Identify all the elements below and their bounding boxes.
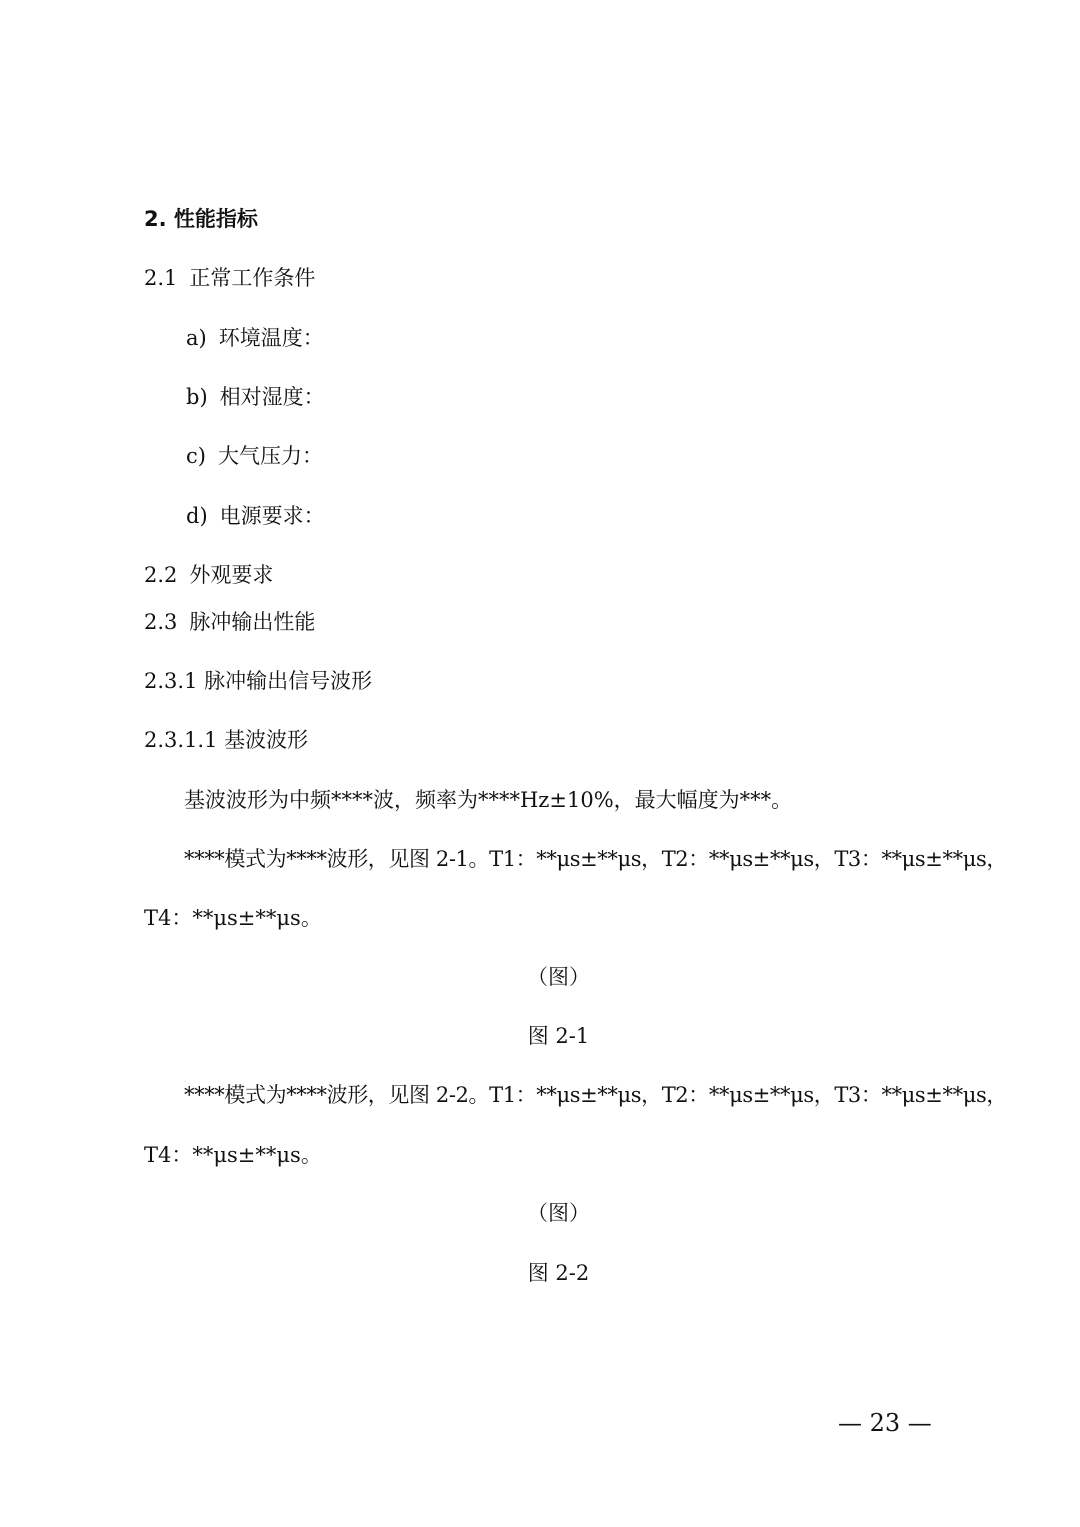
paragraph-mode-2-line-1: ****模式为****波形，见图 2-2。T1：**μs±**μs，T2：**μs±**μs，T3：**μs±**μs， bbox=[184, 1083, 1007, 1107]
list-marker: a) bbox=[186, 326, 207, 350]
paragraph-mode-1-line-1: ****模式为****波形，见图 2-1。T1：**μs±**μs，T2：**μs±**μs，T3：**μs±**μs， bbox=[184, 847, 1007, 871]
paragraph-mode-1-line-2: T4：**μs±**μs。 bbox=[144, 906, 322, 930]
subsection-number: 2.3.1.1 bbox=[144, 728, 218, 752]
subsection-title: 基波波形 bbox=[224, 728, 309, 752]
list-marker: b) bbox=[186, 385, 208, 409]
list-marker: c) bbox=[186, 444, 206, 468]
subsection-2-1-heading bbox=[144, 263, 315, 293]
subsection-number: 2.3.1 bbox=[144, 669, 198, 693]
list-text: 电源要求： bbox=[219, 504, 325, 528]
list-item bbox=[186, 441, 323, 471]
subsection-2-3-heading bbox=[144, 607, 315, 637]
list-text: 相对湿度： bbox=[219, 385, 325, 409]
subsection-title: 外观要求 bbox=[189, 563, 274, 587]
section-title: 性能指标 bbox=[173, 207, 258, 231]
paragraph-mode-2-line-2: T4：**μs±**μs。 bbox=[144, 1143, 322, 1167]
paragraph-fundamental-waveform: 基波波形为中频****波，频率为****Hz±10%，最大幅度为***。 bbox=[184, 788, 793, 812]
subsection-title: 脉冲输出信号波形 bbox=[204, 669, 373, 693]
figure-2-1-caption: 图 2-1 bbox=[527, 1024, 590, 1048]
figure-2-1-placeholder: （图） bbox=[527, 965, 590, 989]
subsection-title: 正常工作条件 bbox=[189, 266, 316, 290]
subsection-number: 2.2 bbox=[144, 563, 178, 587]
list-item bbox=[186, 382, 325, 412]
subsection-number: 2.1 bbox=[144, 266, 178, 290]
subsection-2-3-1-1-heading bbox=[144, 725, 308, 755]
subsection-2-2-heading bbox=[144, 560, 273, 590]
list-item bbox=[186, 323, 324, 353]
list-item bbox=[186, 501, 325, 531]
section-heading bbox=[144, 204, 258, 234]
figure-2-2-caption: 图 2-2 bbox=[527, 1261, 590, 1285]
subsection-2-3-1-heading bbox=[144, 666, 372, 696]
page-number: — 23 — bbox=[838, 1409, 932, 1437]
list-marker: d) bbox=[186, 504, 208, 528]
figure-2-2-placeholder: （图） bbox=[527, 1201, 590, 1225]
section-number: 2. bbox=[144, 207, 167, 231]
list-text: 大气压力： bbox=[217, 444, 323, 468]
subsection-number: 2.3 bbox=[144, 610, 178, 634]
subsection-title: 脉冲输出性能 bbox=[189, 610, 316, 634]
list-text: 环境温度： bbox=[218, 326, 324, 350]
